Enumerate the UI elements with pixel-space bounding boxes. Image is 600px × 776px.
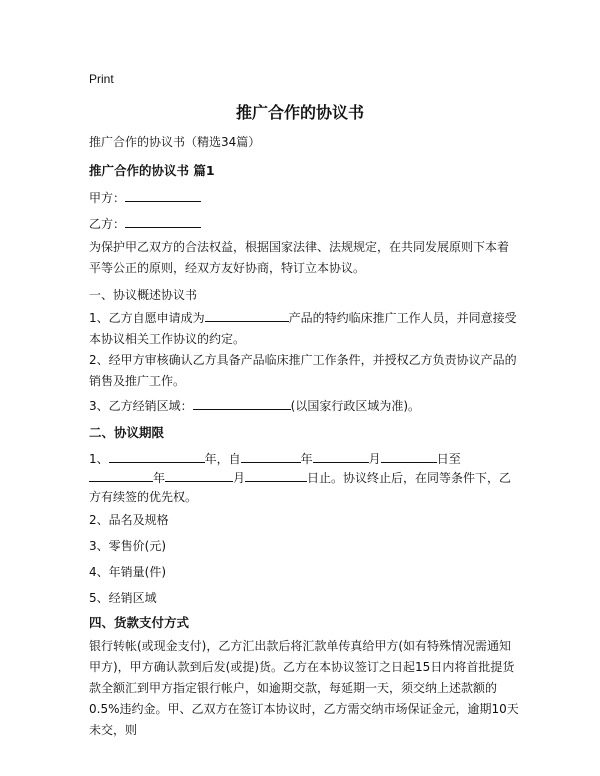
end-year-label: 年 [153, 471, 166, 485]
page-title: 推广合作的协议书 [235, 103, 364, 122]
section-heading: 推广合作的协议书 篇1 [89, 163, 215, 178]
term-line-2 [89, 469, 511, 487]
term-end-text: 日止。协议终止后，在同等条件下，乙 [307, 471, 512, 485]
intro-paragraph: 为保护甲乙双方的合法权益，根据国家法律、法规规定，在共同发展原则下本着平等公正的原则，经双方友好协商，特订立本协议。 [89, 240, 510, 275]
term-years-blank [109, 450, 205, 463]
item-1-text-pre: 1、乙方自愿申请成为 [89, 311, 205, 325]
subtitle: 推广合作的协议书（精选34篇） [89, 135, 261, 149]
print-link[interactable]: Print [89, 72, 114, 86]
start-year-label: 年 [300, 452, 313, 466]
term-number: 1、 [89, 452, 109, 466]
section-4-title: 四、货款支付方式 [89, 615, 190, 630]
party-b-blank [125, 215, 201, 228]
product-blank [205, 309, 289, 322]
term-to-label: 日至 [436, 452, 461, 466]
section-1-item-1 [89, 308, 519, 350]
item-5-sales-region: 5、经销区域 [89, 591, 157, 605]
party-a-blank [125, 189, 201, 202]
party-b-line [89, 215, 201, 233]
item-4-annual-sales: 4、年销量(件) [89, 565, 166, 579]
party-b-label: 乙方： [89, 217, 126, 231]
payment-paragraph: 银行转帐(或现金支付)，乙方汇出款后将汇款单传真给甲方(如有特殊情况需通知甲方)，甲方确认款到后发(或提)货。乙方在本协议签订之日起15日内将首批提货款全额汇到甲方指定银行帐户，如逾期交款，每延期一天，须交纳上述款额的0.5%违约金。甲、乙双方在签订本协议时，乙方需交纳市场保证金元，逾期10天未交，则 [89, 639, 519, 737]
item-1-text-post: 产品的特约临床推广工作人员，并同意接受本协议相关工作协议的约定。 [89, 311, 517, 346]
start-year-blank [241, 450, 301, 463]
end-year-blank [89, 469, 153, 482]
term-year-text: 年，自 [204, 452, 241, 466]
section-2-title: 二、协议期限 [89, 425, 165, 440]
party-a-label: 甲方： [89, 191, 126, 205]
term-line-3: 方有续签的优先权。 [89, 490, 198, 504]
term-line-1 [89, 450, 461, 468]
section-1-item-3 [89, 397, 420, 415]
region-blank [193, 397, 291, 410]
item-3-text-pre: 3、乙方经销区域： [89, 399, 193, 413]
start-month-label: 月 [368, 452, 381, 466]
party-a-line [89, 189, 201, 207]
end-day-blank [245, 469, 307, 482]
end-month-blank [165, 469, 233, 482]
end-month-label: 月 [233, 471, 246, 485]
item-2-name-spec: 2、品名及规格 [89, 513, 169, 527]
item-3-retail-price: 3、零售价(元) [89, 539, 166, 553]
section-1-title: 一、协议概述协议书 [89, 288, 198, 302]
start-month-blank [313, 450, 369, 463]
start-day-blank [381, 450, 437, 463]
item-3-text-post: (以国家行政区域为准)。 [290, 399, 421, 413]
section-1-item-2: 2、经甲方审核确认乙方具备产品临床推广工作条件，并授权乙方负责协议产品的销售及推广工作。 [89, 353, 517, 388]
